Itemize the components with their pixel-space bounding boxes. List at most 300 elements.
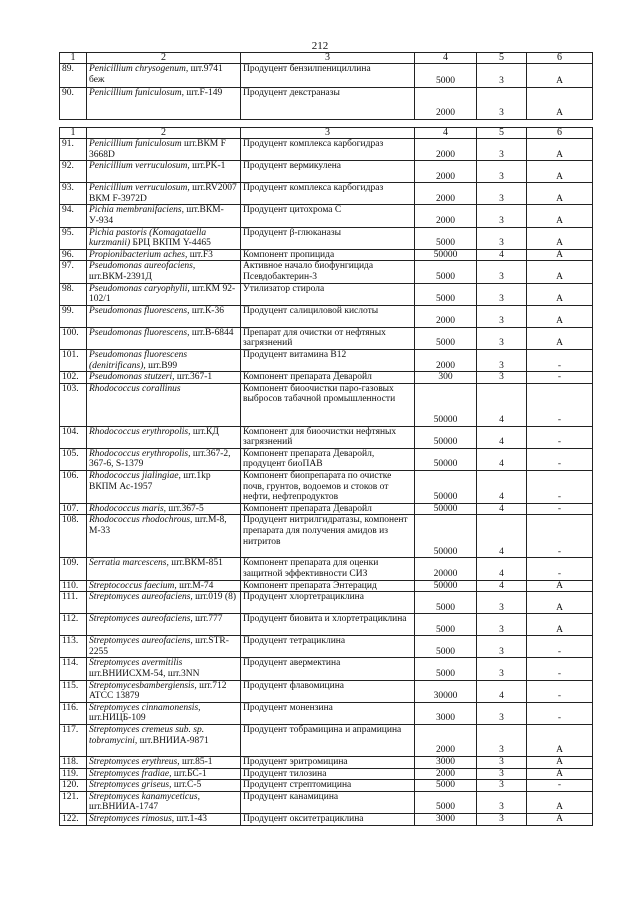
volume-cell: 50000 bbox=[415, 249, 477, 261]
strain-id: шт.М-8, М-33 bbox=[89, 515, 227, 537]
group-cell: А bbox=[527, 88, 593, 120]
strain-id: шт.367-1 bbox=[176, 372, 213, 383]
header-cell: 6 bbox=[527, 128, 593, 139]
group-cell: А bbox=[527, 813, 593, 825]
row-number: 112. bbox=[60, 614, 87, 636]
row-number: 122. bbox=[60, 813, 87, 825]
header-cell: 3 bbox=[241, 128, 415, 139]
table-row bbox=[60, 64, 593, 88]
organism-name: Streptomyces rimosus, bbox=[89, 813, 175, 824]
description-cell: Утилизатор стирола bbox=[241, 283, 415, 305]
description-cell: Компонент для биоочистки нефтяных загрязнений bbox=[241, 426, 415, 448]
organism-cell bbox=[87, 183, 241, 205]
organism-name: Rhodococcus corallinus bbox=[89, 383, 181, 394]
table-row bbox=[60, 580, 593, 592]
class-cell: 3 bbox=[477, 614, 527, 636]
row-number: 110. bbox=[60, 580, 87, 592]
organism-name: Streptomyces avermitilis bbox=[89, 658, 183, 669]
volume-cell: 3000 bbox=[415, 813, 477, 825]
table-row bbox=[60, 448, 593, 470]
group-cell: А bbox=[527, 592, 593, 614]
class-cell: 3 bbox=[477, 64, 527, 88]
description-cell: Продуцент β-глюканазы bbox=[241, 227, 415, 249]
organism-name: Pichia membranifaciens, bbox=[89, 205, 184, 216]
table-row bbox=[60, 724, 593, 756]
strain-id: шт.В-6844 bbox=[191, 327, 234, 338]
description-cell: Компонент биопрепарата по очистке почв, грунтов, водоемов и стоков от нефти, нефтепродуктов bbox=[241, 471, 415, 504]
description-cell: Компонент препарата Деваройл, продуцент биоПАВ bbox=[241, 448, 415, 470]
strain-id: шт.ВКМ F 3668D bbox=[89, 139, 226, 160]
row-number: 111. bbox=[60, 592, 87, 614]
strain-id: шт.712 ATCC 13879 bbox=[89, 680, 227, 702]
table-row bbox=[60, 813, 593, 825]
group-cell: А bbox=[527, 261, 593, 283]
organism-cell bbox=[87, 515, 241, 558]
organism-cell bbox=[87, 503, 241, 515]
group-cell: А bbox=[527, 756, 593, 768]
class-cell: 4 bbox=[477, 426, 527, 448]
volume-cell: 3000 bbox=[415, 756, 477, 768]
table-row bbox=[60, 780, 593, 792]
group-cell: - bbox=[527, 658, 593, 680]
volume-cell: 300 bbox=[415, 372, 477, 384]
row-number: 100. bbox=[60, 327, 87, 349]
organism-cell bbox=[87, 636, 241, 658]
organism-name: Streptomyces aureofaciens, bbox=[89, 592, 193, 603]
description-cell: Продуцент витамина В12 bbox=[241, 349, 415, 371]
table-row bbox=[60, 680, 593, 702]
description-cell: Продуцент стрептомицина bbox=[241, 780, 415, 792]
volume-cell: 2000 bbox=[415, 161, 477, 183]
class-cell: 3 bbox=[477, 305, 527, 327]
strain-id: шт.367-2, 367-6, S-1379 bbox=[89, 448, 231, 470]
group-cell: - bbox=[527, 383, 593, 426]
description-cell: Компонент препарата Деваройл bbox=[241, 372, 415, 384]
organism-name: Rhodococcus jialingiae, bbox=[89, 471, 181, 482]
table-row bbox=[60, 592, 593, 614]
organism-cell bbox=[87, 327, 241, 349]
description-cell: Продуцент канамицина bbox=[241, 791, 415, 813]
strain-id: шт.F-149 bbox=[186, 88, 223, 98]
group-cell: А bbox=[527, 64, 593, 88]
table-row bbox=[60, 791, 593, 813]
table-row bbox=[60, 249, 593, 261]
organism-cell bbox=[87, 383, 241, 426]
header-cell: 5 bbox=[477, 128, 527, 139]
organism-cell bbox=[87, 64, 241, 88]
table-row bbox=[60, 515, 593, 558]
volume-cell: 5000 bbox=[415, 64, 477, 88]
volume-cell: 5000 bbox=[415, 658, 477, 680]
description-cell: Продуцент комплекса карбогидраз bbox=[241, 183, 415, 205]
page-number: 212 bbox=[311, 40, 329, 52]
strain-id: шт.019 (8) bbox=[195, 592, 236, 603]
description-cell: Продуцент монензина bbox=[241, 702, 415, 724]
row-number: 90. bbox=[60, 88, 87, 120]
row-number: 120. bbox=[60, 780, 87, 792]
class-cell: 3 bbox=[477, 756, 527, 768]
header-cell: 3 bbox=[241, 53, 415, 64]
organism-name: Penicillium funiculosum, bbox=[89, 88, 184, 98]
row-number: 99. bbox=[60, 305, 87, 327]
table-row bbox=[60, 261, 593, 283]
table-row bbox=[60, 658, 593, 680]
description-cell: Продуцент декстраназы bbox=[241, 88, 415, 120]
strain-id: БРЦ ВКПМ Y-4465 bbox=[132, 238, 211, 249]
strain-id: шт.1kp ВКПМ Ас-1957 bbox=[89, 471, 211, 492]
description-cell: Продуцент окситетрациклина bbox=[241, 813, 415, 825]
group-cell: - bbox=[527, 448, 593, 470]
organism-cell bbox=[87, 614, 241, 636]
row-number: 121. bbox=[60, 791, 87, 813]
group-cell: А bbox=[527, 283, 593, 305]
class-cell: 4 bbox=[477, 471, 527, 504]
organism-name: Streptomyces erythreus, bbox=[89, 756, 180, 767]
volume-cell: 2000 bbox=[415, 768, 477, 780]
description-cell: Компонент препарата для оценки защитной эффективности СИЗ bbox=[241, 558, 415, 580]
strain-id: шт.1-43 bbox=[176, 813, 208, 824]
group-cell: А bbox=[527, 614, 593, 636]
group-cell: - bbox=[527, 426, 593, 448]
organism-name: Penicillium funiculosum bbox=[89, 139, 182, 149]
description-cell: Продуцент флавомицина bbox=[241, 680, 415, 702]
organism-name: Rhodococcus maris, bbox=[89, 503, 167, 514]
header-cell: 1 bbox=[60, 128, 87, 139]
class-cell: 3 bbox=[477, 636, 527, 658]
organism-name: Streptomyces cremeus sub. sp. tobramycini, bbox=[89, 724, 205, 746]
volume-cell: 2000 bbox=[415, 724, 477, 756]
row-number: 98. bbox=[60, 283, 87, 305]
organism-cell bbox=[87, 680, 241, 702]
header-row bbox=[60, 128, 593, 139]
class-cell: 4 bbox=[477, 680, 527, 702]
organism-name: Streptomycesbambergiensis, bbox=[89, 680, 197, 691]
description-cell: Компонент препарата Деваройл bbox=[241, 503, 415, 515]
organism-name: Penicillium verruculosum, bbox=[89, 161, 190, 172]
strain-id: шт.КД bbox=[192, 426, 219, 437]
organism-cell bbox=[87, 702, 241, 724]
description-cell: Продуцент тилозина bbox=[241, 768, 415, 780]
strain-id: шт.КМ 92-102/1 bbox=[89, 283, 236, 305]
organism-cell bbox=[87, 161, 241, 183]
strain-id: шт.PK-1 bbox=[192, 161, 226, 172]
organism-cell bbox=[87, 580, 241, 592]
description-cell: Компонент препарата Энтерацид bbox=[241, 580, 415, 592]
class-cell: 4 bbox=[477, 383, 527, 426]
strain-id: шт.F3 bbox=[189, 249, 213, 260]
organism-name: Streptomyces fradiae, bbox=[89, 768, 172, 779]
table-row bbox=[60, 139, 593, 161]
table-row bbox=[60, 372, 593, 384]
organism-name: Penicillium verruculosum, bbox=[89, 183, 190, 194]
organism-name: Streptomyces aureofaciens, bbox=[89, 614, 193, 625]
description-cell: Продуцент цитохрома С bbox=[241, 205, 415, 227]
group-cell: А bbox=[527, 768, 593, 780]
organism-name: Pichia pastoris (Komagataella kurzmanii) bbox=[89, 227, 207, 249]
group-cell: А bbox=[527, 249, 593, 261]
strain-id: шт.ВНИИА-9871 bbox=[139, 735, 209, 746]
volume-cell: 2000 bbox=[415, 305, 477, 327]
organism-name: Streptococcus faecium, bbox=[89, 580, 177, 591]
table-row bbox=[60, 88, 593, 120]
table-row bbox=[60, 305, 593, 327]
row-number: 119. bbox=[60, 768, 87, 780]
volume-cell: 50000 bbox=[415, 448, 477, 470]
organism-cell bbox=[87, 448, 241, 470]
strain-id: шт.85-1 bbox=[181, 756, 213, 767]
volume-cell: 5000 bbox=[415, 327, 477, 349]
table-row bbox=[60, 756, 593, 768]
volume-cell: 3000 bbox=[415, 702, 477, 724]
organism-cell bbox=[87, 305, 241, 327]
description-cell: Продуцент салициловой кислоты bbox=[241, 305, 415, 327]
class-cell: 3 bbox=[477, 658, 527, 680]
organism-cell bbox=[87, 756, 241, 768]
description-cell: Продуцент вермикулена bbox=[241, 161, 415, 183]
organism-name: Propionibacterium aches, bbox=[89, 249, 188, 260]
header-cell: 1 bbox=[60, 53, 87, 64]
class-cell: 3 bbox=[477, 349, 527, 371]
class-cell: 3 bbox=[477, 592, 527, 614]
organism-cell bbox=[87, 813, 241, 825]
organism-name: Serratia marcescens, bbox=[89, 558, 169, 569]
class-cell: 3 bbox=[477, 261, 527, 283]
table-row bbox=[60, 227, 593, 249]
organism-name: Rhodococcus erythropolis, bbox=[89, 426, 191, 437]
volume-cell: 30000 bbox=[415, 680, 477, 702]
header-cell: 5 bbox=[477, 53, 527, 64]
row-number: 92. bbox=[60, 161, 87, 183]
group-cell: - bbox=[527, 349, 593, 371]
organism-cell bbox=[87, 349, 241, 371]
volume-cell: 2000 bbox=[415, 349, 477, 371]
organism-name: Pseudomonas aureofaciens, bbox=[89, 261, 196, 272]
class-cell: 3 bbox=[477, 724, 527, 756]
row-number: 115. bbox=[60, 680, 87, 702]
group-cell: А bbox=[527, 305, 593, 327]
organism-name: Pseudomonas fluorescens, bbox=[89, 327, 190, 338]
class-cell: 4 bbox=[477, 249, 527, 261]
organism-cell bbox=[87, 780, 241, 792]
organism-cell bbox=[87, 139, 241, 161]
volume-cell: 50000 bbox=[415, 471, 477, 504]
class-cell: 4 bbox=[477, 448, 527, 470]
organism-cell bbox=[87, 471, 241, 504]
volume-cell: 5000 bbox=[415, 614, 477, 636]
organism-cell bbox=[87, 658, 241, 680]
strain-id: шт.К-36 bbox=[191, 305, 224, 316]
volume-cell: 2000 bbox=[415, 88, 477, 120]
volume-cell: 20000 bbox=[415, 558, 477, 580]
group-cell: А bbox=[527, 580, 593, 592]
strain-id: шт.ВКМ-2391Д bbox=[89, 271, 152, 282]
organism-cell bbox=[87, 205, 241, 227]
table-row bbox=[60, 426, 593, 448]
table-row bbox=[60, 503, 593, 515]
description-cell: Продуцент тобрамицина и апрамицина bbox=[241, 724, 415, 756]
table-main bbox=[59, 127, 593, 826]
group-cell: - bbox=[527, 636, 593, 658]
table-row bbox=[60, 471, 593, 504]
header-cell: 4 bbox=[415, 128, 477, 139]
volume-cell: 5000 bbox=[415, 636, 477, 658]
volume-cell: 50000 bbox=[415, 383, 477, 426]
group-cell: А bbox=[527, 161, 593, 183]
group-cell: А bbox=[527, 791, 593, 813]
organism-name: Penicillium chrysogenum, bbox=[89, 64, 189, 74]
organism-name: Pseudomonas fluorescens, bbox=[89, 305, 190, 316]
strain-id: шт.9741 беж bbox=[89, 64, 223, 85]
organism-cell bbox=[87, 227, 241, 249]
volume-cell: 50000 bbox=[415, 503, 477, 515]
group-cell: А bbox=[527, 183, 593, 205]
volume-cell: 5000 bbox=[415, 791, 477, 813]
class-cell: 3 bbox=[477, 702, 527, 724]
description-cell: Компонент пропицида bbox=[241, 249, 415, 261]
class-cell: 4 bbox=[477, 503, 527, 515]
row-number: 117. bbox=[60, 724, 87, 756]
organism-cell bbox=[87, 372, 241, 384]
header-cell: 6 bbox=[527, 53, 593, 64]
strain-id: шт.ВНИИСХМ-54, шт.3NN bbox=[89, 669, 200, 679]
row-number: 94. bbox=[60, 205, 87, 227]
row-number: 103. bbox=[60, 383, 87, 426]
organism-name: Streptomyces cinnamonensis, bbox=[89, 702, 201, 713]
row-number: 108. bbox=[60, 515, 87, 558]
organism-cell bbox=[87, 768, 241, 780]
strain-id: шт.ВКМ-У-934 bbox=[89, 205, 224, 226]
strain-id: шт.В99 bbox=[148, 360, 178, 371]
description-cell: Препарат для очистки от нефтяных загрязнений bbox=[241, 327, 415, 349]
volume-cell: 5000 bbox=[415, 780, 477, 792]
group-cell: - bbox=[527, 372, 593, 384]
organism-name: Pseudomonas fluorescens (denitrificans), bbox=[89, 349, 188, 371]
description-cell: Продуцент хлортетрациклина bbox=[241, 592, 415, 614]
class-cell: 3 bbox=[477, 139, 527, 161]
class-cell: 3 bbox=[477, 768, 527, 780]
description-cell: Продуцент биовита и хлортетрациклина bbox=[241, 614, 415, 636]
volume-cell: 5000 bbox=[415, 592, 477, 614]
row-number: 107. bbox=[60, 503, 87, 515]
description-cell: Продуцент нитрилгидратазы, компонент препарата для получения амидов из нитритов bbox=[241, 515, 415, 558]
description-cell: Продуцент комплекса карбогидраз bbox=[241, 139, 415, 161]
volume-cell: 50000 bbox=[415, 580, 477, 592]
group-cell: - bbox=[527, 702, 593, 724]
class-cell: 4 bbox=[477, 580, 527, 592]
volume-cell: 50000 bbox=[415, 515, 477, 558]
row-number: 116. bbox=[60, 702, 87, 724]
description-cell: Продуцент эритромицина bbox=[241, 756, 415, 768]
group-cell: А bbox=[527, 205, 593, 227]
organism-name: Rhodococcus erythropolis, bbox=[89, 448, 191, 459]
organism-cell bbox=[87, 791, 241, 813]
class-cell: 3 bbox=[477, 183, 527, 205]
row-number: 93. bbox=[60, 183, 87, 205]
table-row bbox=[60, 383, 593, 426]
table-row bbox=[60, 205, 593, 227]
volume-cell: 2000 bbox=[415, 139, 477, 161]
strain-id: шт.ВКМ-851 bbox=[171, 558, 223, 569]
description-cell: Компонент биоочистки паро-газовых выбросов табачной промышленности bbox=[241, 383, 415, 426]
row-number: 109. bbox=[60, 558, 87, 580]
header-row bbox=[60, 53, 593, 64]
organism-cell bbox=[87, 724, 241, 756]
strain-id: шт.БС-1 bbox=[173, 768, 207, 779]
row-number: 101. bbox=[60, 349, 87, 371]
class-cell: 3 bbox=[477, 791, 527, 813]
volume-cell: 5000 bbox=[415, 227, 477, 249]
group-cell: - bbox=[527, 503, 593, 515]
organism-name: Rhodococcus rhodochrous, bbox=[89, 515, 193, 526]
organism-cell bbox=[87, 88, 241, 120]
strain-id: шт.С-5 bbox=[173, 780, 202, 791]
table-row bbox=[60, 283, 593, 305]
row-number: 96. bbox=[60, 249, 87, 261]
row-number: 95. bbox=[60, 227, 87, 249]
row-number: 91. bbox=[60, 139, 87, 161]
table-row bbox=[60, 636, 593, 658]
description-cell: Продуцент авермектина bbox=[241, 658, 415, 680]
volume-cell: 5000 bbox=[415, 283, 477, 305]
organism-cell bbox=[87, 249, 241, 261]
organism-name: Streptomyces aureofaciens, bbox=[89, 636, 193, 647]
row-number: 89. bbox=[60, 64, 87, 88]
row-number: 102. bbox=[60, 372, 87, 384]
strain-id: шт.ВНИИА-1747 bbox=[89, 802, 159, 813]
class-cell: 3 bbox=[477, 372, 527, 384]
organism-name: Pseudomonas caryophylii, bbox=[89, 283, 190, 294]
row-number: 118. bbox=[60, 756, 87, 768]
volume-cell: 50000 bbox=[415, 426, 477, 448]
organism-name: Pseudomonas stutzeri, bbox=[89, 372, 175, 383]
table-row bbox=[60, 183, 593, 205]
group-cell: - bbox=[527, 471, 593, 504]
group-cell: - bbox=[527, 780, 593, 792]
organism-name: Streptomyces kanamyceticus, bbox=[89, 791, 200, 802]
organism-cell bbox=[87, 283, 241, 305]
group-cell: А bbox=[527, 724, 593, 756]
class-cell: 3 bbox=[477, 227, 527, 249]
volume-cell: 2000 bbox=[415, 205, 477, 227]
description-cell: Продуцент бензилпенициллина bbox=[241, 64, 415, 88]
row-number: 113. bbox=[60, 636, 87, 658]
strain-id: шт.777 bbox=[195, 614, 223, 625]
class-cell: 3 bbox=[477, 88, 527, 120]
class-cell: 3 bbox=[477, 780, 527, 792]
row-number: 105. bbox=[60, 448, 87, 470]
class-cell: 3 bbox=[477, 813, 527, 825]
strain-id: шт.STR-2255 bbox=[89, 636, 229, 657]
class-cell: 3 bbox=[477, 161, 527, 183]
volume-cell: 5000 bbox=[415, 261, 477, 283]
description-cell: Продуцент тетрациклина bbox=[241, 636, 415, 658]
table-row bbox=[60, 327, 593, 349]
class-cell: 3 bbox=[477, 283, 527, 305]
class-cell: 4 bbox=[477, 515, 527, 558]
group-cell: А bbox=[527, 227, 593, 249]
organism-cell bbox=[87, 592, 241, 614]
table-row bbox=[60, 614, 593, 636]
table-row bbox=[60, 768, 593, 780]
strain-id: шт.М-74 bbox=[179, 580, 214, 591]
strain-id: шт.367-5 bbox=[168, 503, 204, 514]
row-number: 114. bbox=[60, 658, 87, 680]
class-cell: 4 bbox=[477, 558, 527, 580]
row-number: 104. bbox=[60, 426, 87, 448]
description-cell: Активное начало биофунгицида Псевдобактерин-3 bbox=[241, 261, 415, 283]
header-cell: 2 bbox=[87, 128, 241, 139]
group-cell: А bbox=[527, 327, 593, 349]
